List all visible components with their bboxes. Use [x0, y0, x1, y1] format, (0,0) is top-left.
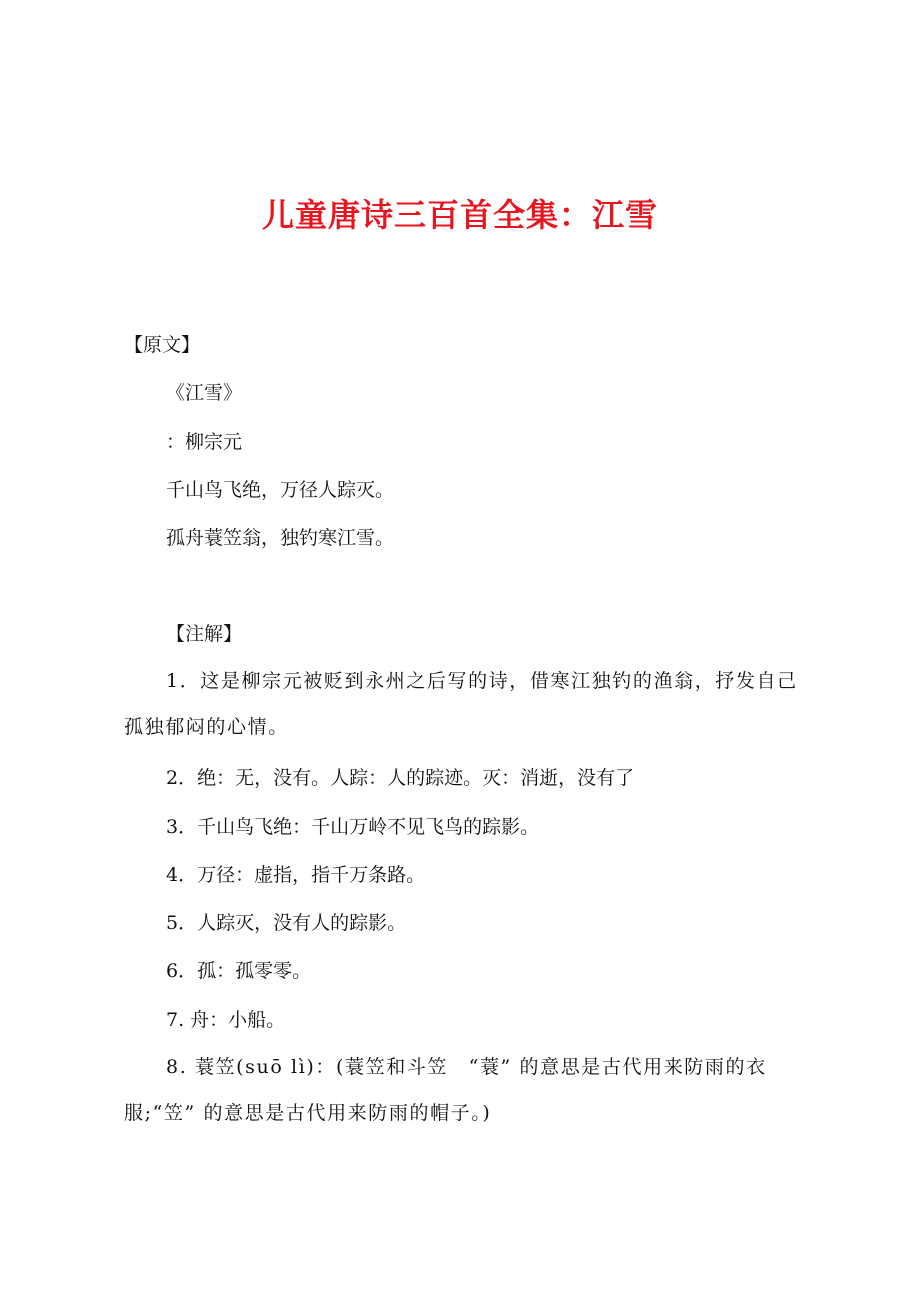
document-title: 儿童唐诗三百首全集：江雪 — [261, 196, 658, 234]
note-item: 1．这是柳宗元被贬到永州之后写的诗，借寒江独钓的渔翁，抒发自己孤独郁闷的心情。 — [124, 670, 798, 738]
note-item: 6．孤：孤零零。 — [166, 960, 312, 982]
poem-line: 孤舟蓑笠翁，独钓寒江雪。 — [166, 527, 395, 549]
note-item: 5．人踪灭，没有人的踪影。 — [166, 912, 407, 934]
poem-author: ：柳宗元 — [166, 431, 243, 453]
poem-line: 千山鸟飞绝，万径人踪灭。 — [166, 479, 395, 501]
note-item: 2．绝：无，没有。人踪：人的踪迹。灭：消逝，没有了 — [166, 767, 635, 789]
note-item: 4．万径：虚指，指千万条路。 — [166, 864, 426, 886]
notes-heading: 【注解】 — [166, 623, 243, 645]
note-item: 3．千山鸟飞绝：千山万岭不见飞鸟的踪影。 — [166, 816, 540, 838]
poem-title: 《江雪》 — [166, 382, 243, 404]
original-heading: 【原文】 — [124, 334, 201, 356]
note-item: 7. 舟：小船。 — [166, 1009, 286, 1031]
note-item: 8. 蓑笠(suō lì)：(蓑笠和斗笠 “蓑” 的意思是古代用来防雨的衣服;“笠” 的意思是古代用来防雨的帽子。) — [124, 1056, 767, 1124]
